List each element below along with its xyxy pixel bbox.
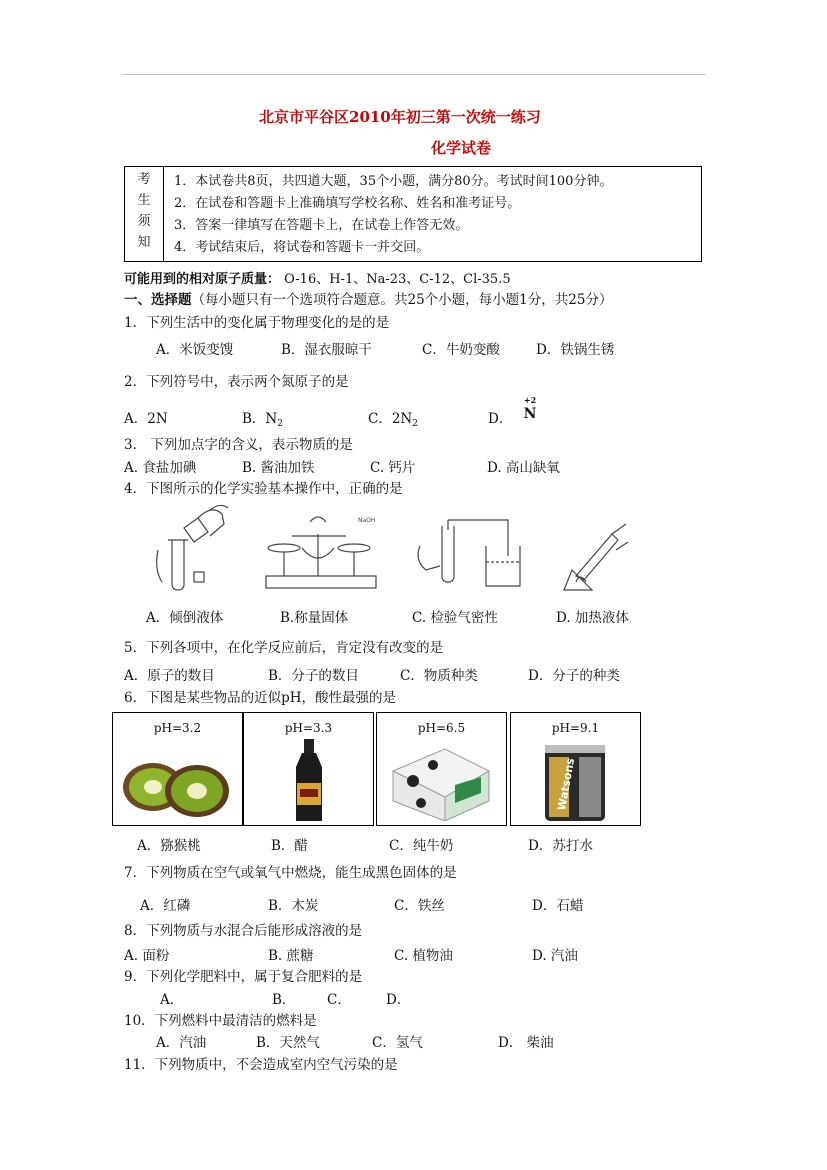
notice-line: 4．考试结束后，将试卷和答题卡一并交回。	[174, 240, 430, 255]
q1-option-a: A．米饭变馊	[156, 342, 234, 358]
q4-option-c: C. 检验气密性	[412, 610, 498, 626]
question-10-stem: 10．下列燃料中最清洁的燃料是	[124, 1013, 317, 1029]
q6-option-d: D．苏打水	[528, 838, 593, 854]
milk-ph-label: pH=6.5	[417, 721, 466, 735]
kiwi-ph-box	[112, 712, 243, 826]
notice-side-char: 考	[137, 172, 151, 187]
q10-option-c: C．氢气	[372, 1035, 423, 1051]
soda-can-text: Watsons	[555, 757, 578, 812]
atomic-mass-value: O-16、H-1、Na-23、C-12、Cl-35.5	[284, 272, 511, 287]
notice-line: 1．本试卷共8页，共四道大题，35个小题，满分80分。考试时间100分钟。	[174, 174, 613, 189]
notice-side-char: 生	[137, 193, 151, 208]
soda-can-image	[539, 739, 613, 823]
notice-side-char: 须	[137, 214, 151, 229]
question-6-stem: 6．下图是某些物品的近似pH，酸性最强的是	[124, 690, 397, 706]
q7-option-d: D．石蜡	[532, 898, 584, 914]
q6-option-c: C．纯牛奶	[389, 838, 454, 854]
q2-c-subscript: 2	[412, 419, 418, 429]
q2-option-a: A．2N	[124, 411, 168, 427]
section-heading	[124, 288, 612, 308]
q8-option-d: D. 汽油	[532, 948, 578, 964]
q5-option-d: D．分子的种类	[528, 668, 620, 684]
q1-option-d: D．铁锅生锈	[536, 342, 615, 358]
question-11-stem: 11．下列物质中，不会造成室内空气污染的是	[124, 1057, 398, 1073]
pouring-liquid-illustration	[150, 500, 230, 592]
question-8-stem: 8．下列物质与水混合后能形成溶液的是	[124, 923, 363, 939]
question-7-stem: 7．下列物质在空气或氧气中燃烧，能生成黑色固体的是	[124, 865, 457, 881]
q6-option-b: B．醋	[271, 838, 308, 854]
notice-side-label	[125, 167, 164, 262]
q1-option-c: C．牛奶变酸	[422, 342, 500, 358]
q7-option-a: A．红磷	[140, 898, 191, 914]
question-2-stem: 2．下列符号中，表示两个氮原子的是	[124, 374, 349, 390]
q10-option-d: D． 柴油	[498, 1035, 554, 1051]
q8-option-a: A. 面粉	[124, 948, 170, 964]
page-title: 北京市平谷区2010年初三第一次统一练习	[259, 108, 541, 126]
section-heading-title: 一、选择题	[124, 292, 192, 308]
q2-d-valence: +2	[523, 395, 537, 405]
heating-liquid-illustration	[556, 520, 636, 592]
q7-option-c: C．铁丝	[394, 898, 445, 914]
q2-d-element: N	[523, 406, 537, 422]
question-4-stem: 4．下图所示的化学实验基本操作中，正确的是	[124, 481, 403, 497]
naoh-label: NaOH	[358, 517, 376, 524]
vinegar-bottle-image	[284, 737, 334, 823]
q4-option-d: D. 加热液体	[556, 610, 629, 626]
q2-option-c	[368, 407, 418, 429]
q10-option-a: A．汽油	[156, 1035, 207, 1051]
kiwi-ph-label: pH=3.2	[153, 721, 202, 735]
q9-option-a: A．	[160, 992, 184, 1008]
q10-option-b: B．天然气	[256, 1035, 320, 1051]
question-3-stem: 3． 下列加点字的含义，表示物质的是	[124, 437, 353, 453]
atomic-mass-label: 可能用到的相对原子质量：	[124, 272, 281, 287]
q8-option-b: B. 蔗糖	[268, 948, 314, 964]
q5-option-c: C．物质种类	[400, 668, 478, 684]
q3-option-b: B. 酱油加铁	[242, 460, 315, 476]
q2-b-subscript: 2	[277, 419, 283, 429]
question-5-stem: 5．下列各项中，在化学反应前后，肯定没有改变的是	[124, 640, 444, 656]
section-heading-desc: （每小题只有一个选项符合题意。共25个小题，每小题1分，共25分）	[191, 292, 613, 308]
q4-option-b: B.称量固体	[280, 610, 349, 626]
vinegar-ph-box	[243, 712, 374, 826]
milk-carton-image	[385, 741, 497, 821]
vinegar-ph-label: pH=3.3	[284, 721, 333, 735]
notice-line: 3．答案一律填写在答题卡上，在试卷上作答无效。	[174, 218, 469, 233]
q3-option-c: C. 钙片	[370, 460, 416, 476]
q5-option-b: B．分子的数目	[268, 668, 359, 684]
question-9-stem: 9．下列化学肥料中，属于复合肥料的是	[124, 969, 363, 985]
q8-option-c: C. 植物油	[394, 948, 453, 964]
airtightness-test-illustration	[412, 516, 524, 588]
q4-option-a: A．倾倒液体	[146, 610, 224, 626]
q2-option-d: D．	[488, 411, 513, 427]
q2-b-text: B．N	[242, 411, 278, 427]
question-1-stem: 1．下列生活中的变化属于物理变化的是的是	[124, 315, 390, 331]
kiwi-image	[117, 741, 237, 821]
milk-ph-box	[376, 712, 507, 826]
q9-option-c: C．	[327, 992, 351, 1008]
q2-c-text: C．2N	[368, 411, 413, 427]
exam-notice-table	[124, 166, 702, 262]
balance-scale-illustration	[262, 508, 382, 594]
q6-option-a: A．猕猴桃	[137, 838, 201, 854]
q2-d-symbol	[522, 394, 538, 422]
notice-line: 2．在试卷和答题卡上准确填写学校名称、姓名和准考证号。	[174, 196, 521, 211]
q7-option-b: B．木炭	[268, 898, 319, 914]
page-subtitle: 化学试卷	[431, 139, 492, 157]
notice-side-char: 知	[137, 235, 151, 250]
q3-option-a: A. 食盐加碘	[124, 460, 197, 476]
soda-ph-box	[510, 712, 641, 826]
soda-ph-label: pH=9.1	[551, 721, 600, 735]
notice-lines	[164, 167, 702, 262]
q5-option-a: A．原子的数目	[124, 668, 215, 684]
q9-option-b: B．	[272, 992, 296, 1008]
top-rule	[123, 74, 705, 75]
q2-option-b	[242, 407, 283, 429]
q9-option-d: D．	[386, 992, 411, 1008]
q1-option-b: B．湿衣服晾干	[281, 342, 372, 358]
q3-option-d: D. 高山缺氧	[487, 460, 560, 476]
atomic-mass-line	[124, 268, 511, 287]
